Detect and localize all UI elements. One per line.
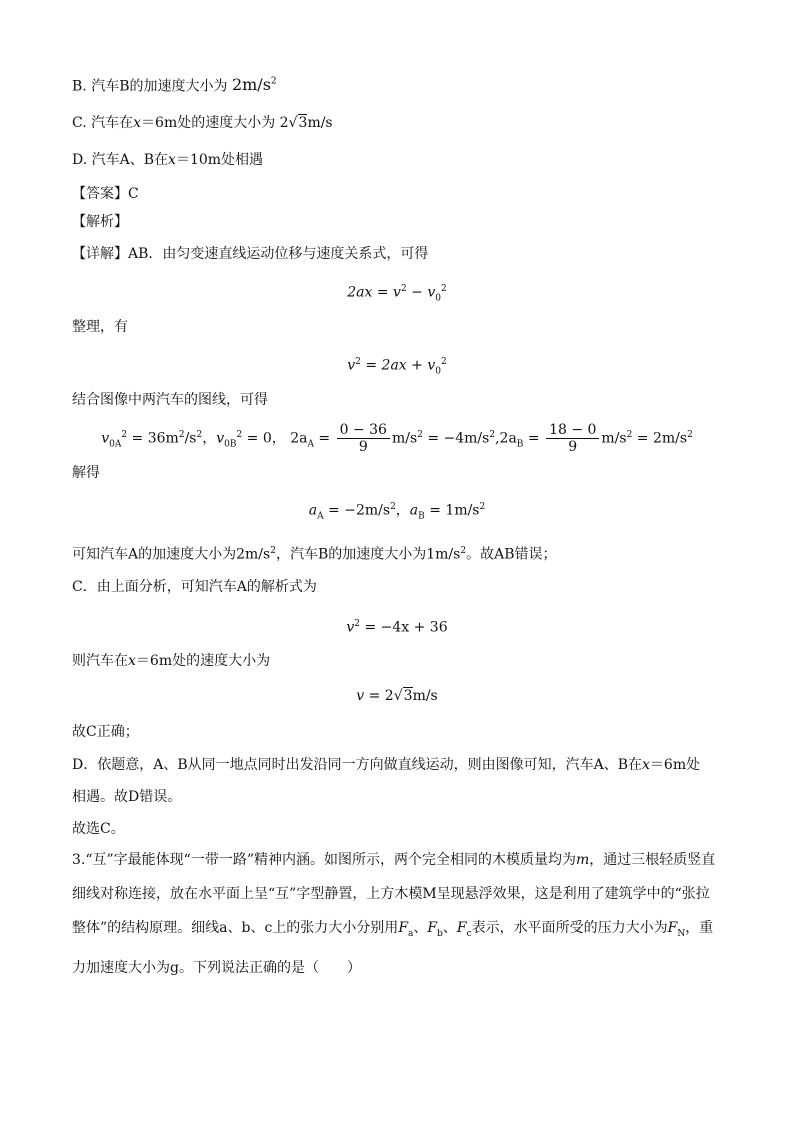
tidy-label: 整理，有 (72, 319, 128, 335)
option-text: ＝6m处的速度大小为 (141, 115, 276, 131)
equation-3: $v_{0A}^2 = 36m^2/s^2$，$v_{0B}^2 = 0$， $2a_A$ = $\frac{0 - 36}{9}$ $m/s^2 = -4m/s^2,2a_B$ = $\frac{18 - 0}{9}$ $m/s^2 = 2m/s^2$ (101, 422, 693, 455)
known-text: 可知汽车A的加速度大小为$2m/s^2$，汽车B的加速度大小为$1m/s^2$。故AB错误； (72, 546, 557, 563)
variable-x: x (133, 115, 142, 131)
speed-at-text: 则汽车在x＝6m处的速度大小为 (72, 653, 271, 669)
choose-label: 故选C。 (72, 821, 125, 837)
analysis-label (72, 212, 128, 232)
answer-value: C (128, 186, 139, 202)
equation-1: $2ax = v^2 - v_0^2$ (347, 284, 447, 304)
choose-text (72, 819, 125, 839)
analysis-label-text: 【解析】 (72, 214, 128, 230)
equation-4: $a_A = -2m/s^2$，$a_B = 1m/s^2$ (308, 502, 486, 522)
equation-5: $v^2 = -4x + 36$ (346, 619, 448, 636)
option-text: ＝10m处相遇 (175, 152, 264, 168)
option-label: B. (72, 78, 87, 95)
solve-text (72, 463, 100, 483)
option-value: $2m/s^2$ (231, 75, 277, 95)
c-analysis-text (72, 577, 317, 597)
option-label: D. (72, 152, 88, 168)
c-correct-text (72, 722, 139, 742)
option-d (72, 150, 263, 170)
option-value: 2√3m/s (279, 115, 333, 131)
c-correct-label: 故C正确； (72, 724, 139, 740)
c-analysis-label: C．由上面分析，可知汽车A的解析式为 (72, 579, 317, 595)
combine-text (72, 390, 268, 410)
detail-line (72, 244, 428, 264)
option-text: 汽车在 (91, 115, 134, 131)
equation-2: $v^2 = 2ax + v_0^2$ (347, 357, 447, 377)
variable-x: x (168, 152, 176, 168)
solve-label: 解得 (72, 465, 100, 481)
fraction-b: $\frac{18 - 0}{9}$ (546, 422, 599, 455)
detail-text: AB．由匀变速直线运动位移与速度关系式，可得 (128, 246, 429, 262)
option-text: 汽车A、B在 (91, 152, 169, 168)
d-analysis-line-1: D．依题意，A、B从同一地点同时出发沿同一方向做直线运动，则由图像可知，汽车A、B在x＝6m处 (72, 757, 701, 773)
option-label: C. (72, 115, 87, 131)
fraction-a: $\frac{0 - 36}{9}$ (337, 422, 390, 455)
tidy-text (72, 317, 128, 337)
d-analysis-text: 相遇。故D错误。 (72, 789, 182, 805)
question-3: 3.“互”字最能体现“一带一路”精神内涵。如图所示，两个完全相同的木模质量均为m，通过三根轻质竖直细线对称连接，放在水平面上呈“互”字型静置，上方木模M呈现悬浮效果，这是利用了建筑学中的“张拉整体”的结构原理。细线a、b、c上的张力大小分别用$F_a$、$F_b$、$F_c$表示，水平面所受的压力大小为$F_N$，重力加速度大小为g。下列说法正确的是（ ） (72, 852, 716, 976)
option-b (72, 72, 277, 96)
answer-label: 【答案】 (72, 186, 128, 202)
option-text: 汽车B的加速度大小为 (91, 78, 228, 95)
equation-6: v = 2√3m/s (356, 688, 438, 704)
d-analysis-line-2 (72, 787, 181, 807)
answer-line (72, 184, 139, 204)
combine-label: 结合图像中两汽车的图线，可得 (72, 392, 268, 408)
detail-label: 【详解】 (72, 246, 128, 262)
option-c (72, 113, 333, 133)
